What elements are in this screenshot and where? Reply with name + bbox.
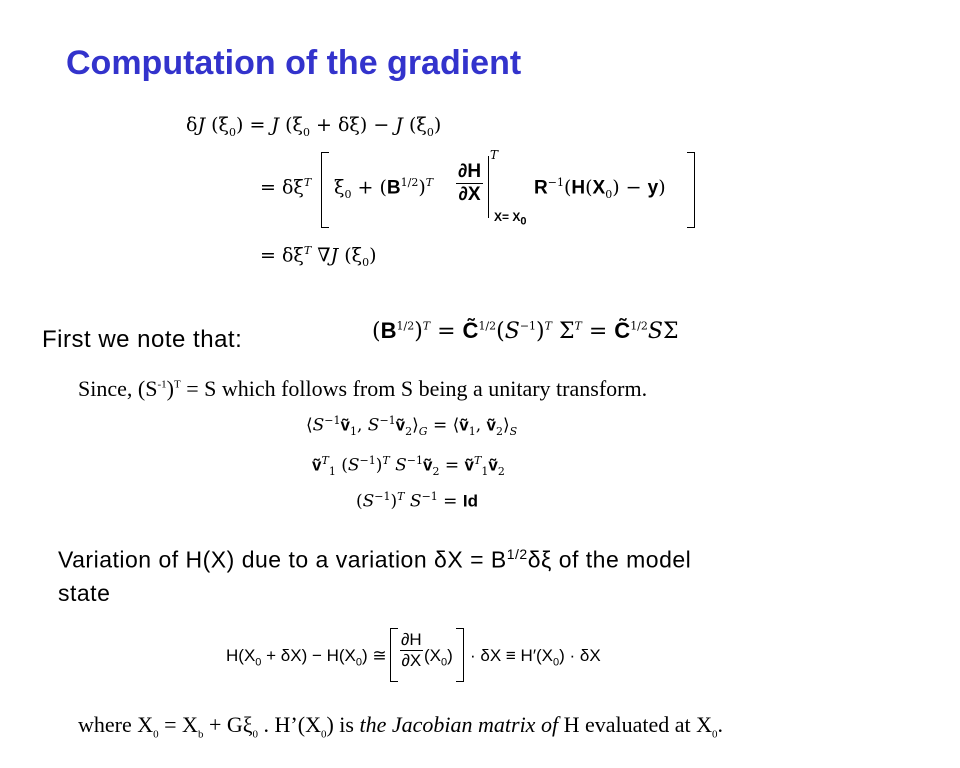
where-text: where $X_0 = X_b + G\xi_0$ . $H’(X_0)$ is the Jacobian matrix of H evaluated at $X_0$. bbox=[78, 712, 723, 741]
variation-text-line2: state bbox=[58, 580, 111, 606]
variation-text: Variation of H(X) due to a variation $\delta X = B^{1/2}\delta\xi$ of the model bbox=[58, 546, 692, 573]
identity-equation: $(S^{-1})^T$ $S^{-1} = Id$ bbox=[356, 490, 478, 512]
evaluation-bar bbox=[488, 156, 489, 218]
left-bracket bbox=[321, 152, 329, 228]
transpose-equation: ṽ$^T_1$ $(S^{-1})^T$ $S^{-1}ṽ_2$ = ṽ$^T_1$ṽ$_2$ bbox=[312, 454, 505, 479]
since-text: Since, $(S^{-1})^T = S$ which follows from S being a unitary transform. bbox=[78, 376, 648, 401]
gradient-equation-line3: = $\delta\xi^T$ ∇J $(\xi_0)$ bbox=[260, 244, 377, 270]
gradient-equation-line1: δJ $(\xi_0) = J$ $(\xi_0 + \delta\xi) - J$ $(\xi_0)$ bbox=[186, 114, 442, 139]
page-title: Computation of the gradient bbox=[66, 44, 522, 82]
inner-product-equation: $⟨S^{-1}ṽ_1$, $S^{-1}ṽ_2⟩_G$ = ⟨ṽ$_1$, $ṽ_2⟩_S$ bbox=[306, 414, 518, 439]
first-note-equation: $(B^{1/2})^T$ = $C̃^{1/2}(S^{-1})^T$ $\Sigma^T$ = C̃$^{1/2}$SΣ bbox=[372, 318, 679, 344]
right-bracket bbox=[687, 152, 695, 228]
first-note-label: First we note that: bbox=[42, 326, 243, 353]
